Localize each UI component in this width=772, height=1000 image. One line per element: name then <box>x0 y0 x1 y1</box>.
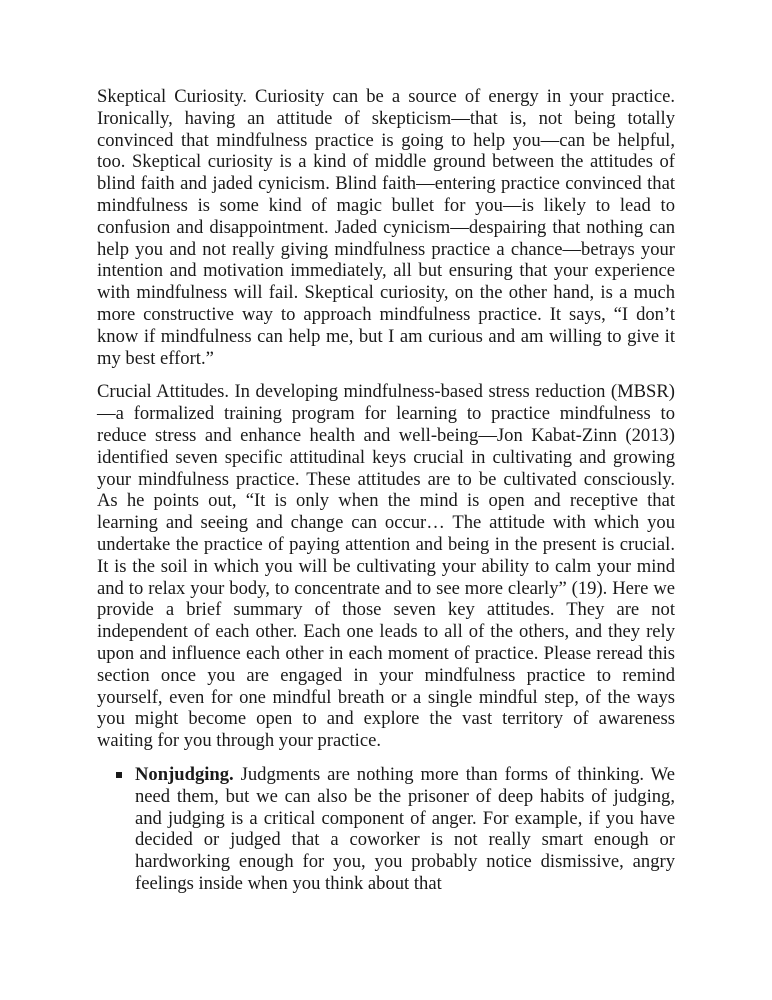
square-bullet-icon <box>116 772 122 778</box>
paragraph-skeptical-curiosity: Skeptical Curiosity. Curiosity can be a source of energy in your practice. Ironically, having an attitude of skepticism—that is, not being totally convinced that mindfulness practice is going to help you—can be helpful, too. Skeptical curiosity is a kind of middle ground between the attitudes of blind faith and jaded cynicism. Blind faith—entering practice convinced that mindfulness is some kind of magic bullet for you—is likely to lead to confusion and disappointment. Jaded cynicism—despairing that nothing can help you and not really giving mindfulness practice a chance—betrays your intention and motivation immediately, all but ensuring that your experience with mindfulness will fail. Skeptical curiosity, on the other hand, is a much more constructive way to approach mindfulness practice. It says, “I don’t know if mindfulness can help me, but I am curious and am willing to give it my best effort.” <box>97 86 675 369</box>
document-page <box>97 86 675 895</box>
paragraph-crucial-attitudes: Crucial Attitudes. In developing mindfulness-based stress reduction (MBSR)—a formalized training program for learning to practice mindfulness to reduce stress and enhance health and well-being—Jon Kabat-Zinn (2013) identified seven specific attitudinal keys crucial in cultivating and growing your mindfulness practice. These attitudes are to be cultivated consciously. As he points out, “It is only when the mind is open and receptive that learning and seeing and change can occur… The attitude with which you undertake the practice of paying attention and being in the present is crucial. It is the soil in which you will be cultivating your ability to calm your mind and to relax your body, to concentrate and to see more clearly” (19). Here we provide a brief summary of those seven key attitudes. They are not independent of each other. Each one leads to all of the others, and they rely upon and influence each other in each moment of practice. Please reread this section once you are engaged in your mindfulness practice to remind yourself, even for one mindful breath or a single mindful step, of the ways you might become open to and explore the vast territory of awareness waiting for you through your practice. <box>97 381 675 752</box>
bullet-term: Nonjudging. <box>135 763 234 785</box>
attitudes-list <box>97 764 675 895</box>
list-item-nonjudging <box>97 764 675 895</box>
bullet-text: Judgments are nothing more than forms of thinking. We need them, but we can also be the prisoner of deep habits of judging, and judging is a critical component of anger. For example, if you have decided or judged that a coworker is not really smart enough or hardworking enough for you, you probably notice dismissive, angry feelings inside when you think about that <box>135 763 675 894</box>
